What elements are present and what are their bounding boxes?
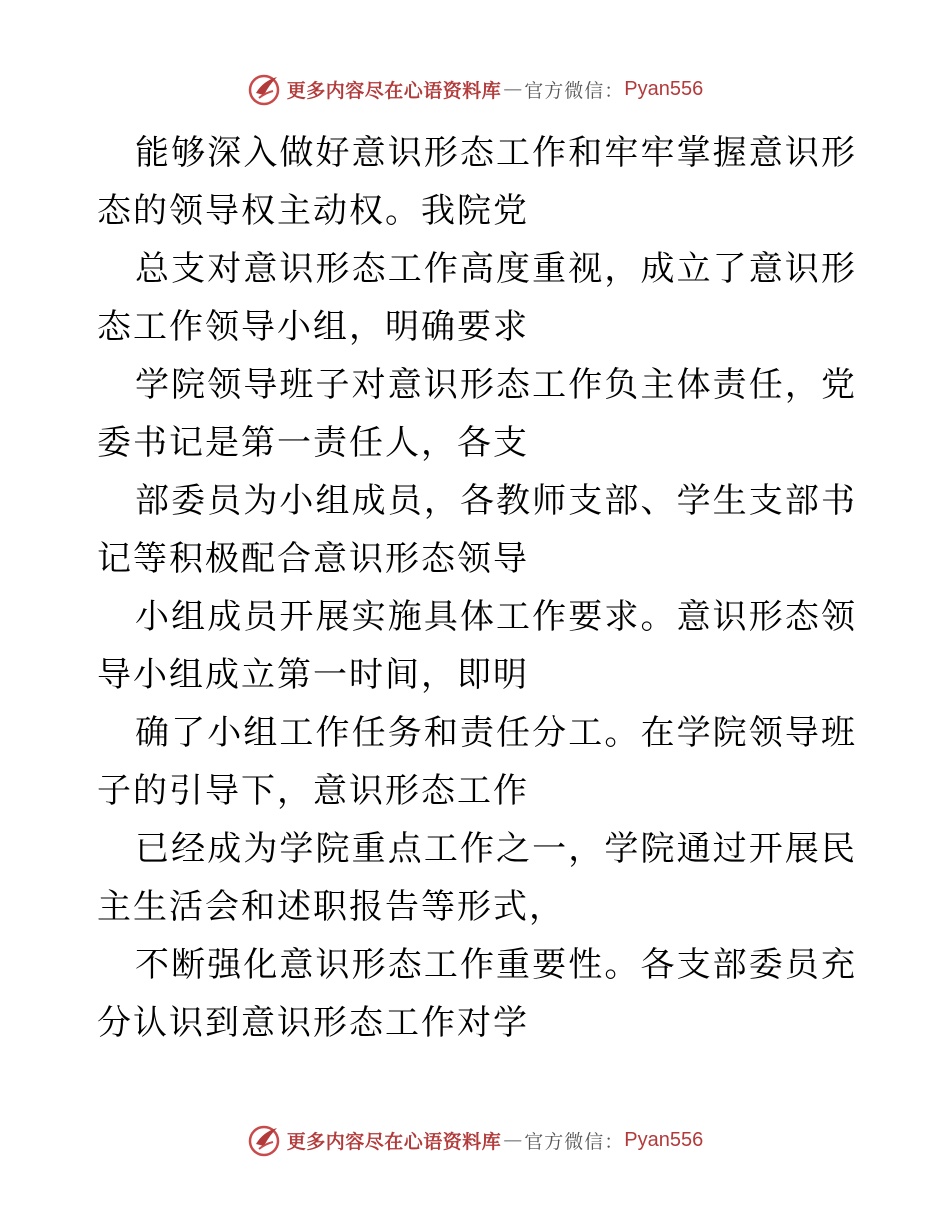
paragraph: 小组成员开展实施具体工作要求。意识形态领导小组成立第一时间，即明 xyxy=(97,597,857,695)
document-body xyxy=(97,124,857,1052)
header-wechat-label: 官方微信： xyxy=(524,79,625,102)
paragraph: 不断强化意识形态工作重要性。各支部委员充分认识到意识形态工作对学 xyxy=(97,945,857,1043)
brand-logo-icon xyxy=(247,1122,283,1158)
paragraph: 总支对意识形态工作高度重视，成立了意识形态工作领导小组，明确要求 xyxy=(97,249,857,347)
paragraph: 能够深入做好意识形态工作和牢牢掌握意识形态的领导权主动权。我院党 xyxy=(97,133,857,231)
paragraph: 已经成为学院重点工作之一，学院通过开展民主生活会和述职报告等形式， xyxy=(97,829,857,927)
footer-banner xyxy=(0,1120,950,1160)
paragraph: 确了小组工作任务和责任分工。在学院领导班子的引导下，意识形态工作 xyxy=(97,713,857,811)
footer-dash: — xyxy=(503,1129,523,1151)
footer-wechat-id: Pyan556 xyxy=(624,1128,704,1151)
header-banner xyxy=(0,69,950,109)
footer-wechat-label: 官方微信： xyxy=(524,1130,625,1153)
paragraph: 学院领导班子对意识形态工作负主体责任，党委书记是第一责任人，各支 xyxy=(97,365,857,463)
brand-logo-icon xyxy=(247,71,283,107)
paragraph: 部委员为小组成员，各教师支部、学生支部书记等积极配合意识形态领导 xyxy=(97,481,857,579)
header-dash: — xyxy=(503,78,523,100)
header-wechat-id: Pyan556 xyxy=(624,77,704,100)
header-brand-text: 更多内容尽在心语资料库 xyxy=(286,79,502,102)
footer-brand-text: 更多内容尽在心语资料库 xyxy=(286,1130,502,1153)
